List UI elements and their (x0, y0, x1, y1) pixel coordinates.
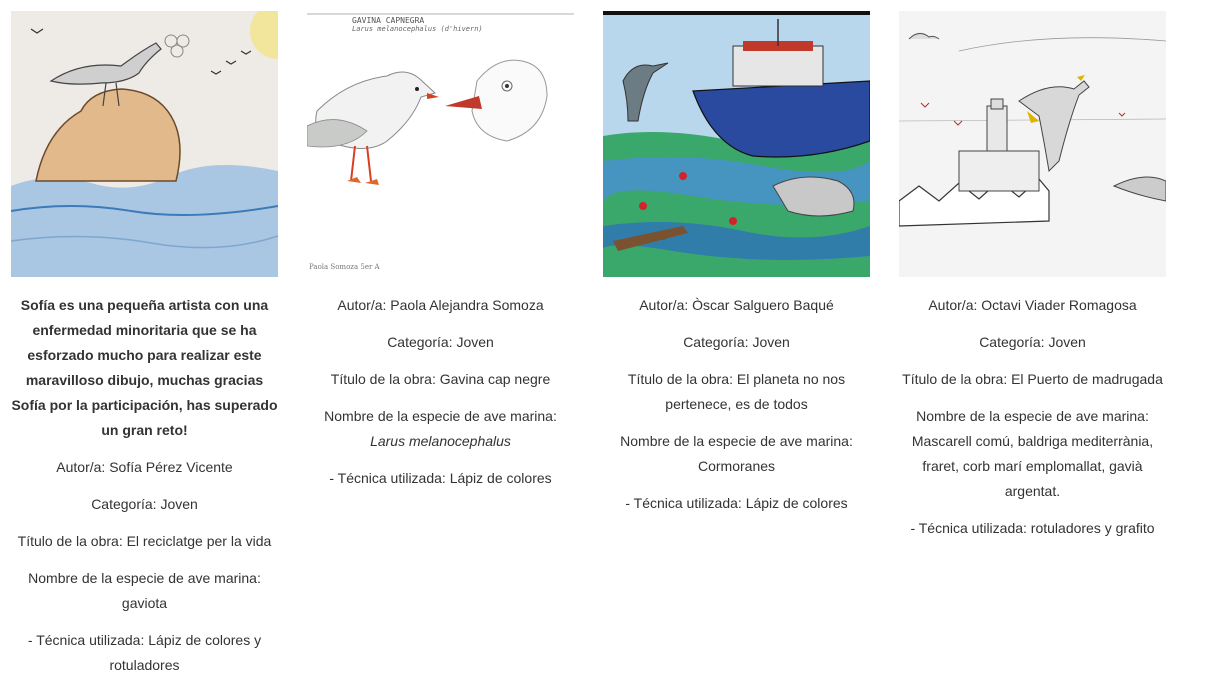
artwork-technique: - Técnica utilizada: rotuladores y grafito (910, 520, 1155, 536)
artwork-species (307, 404, 574, 454)
artwork-title: Título de la obra: Gavina cap negre (330, 371, 551, 387)
species-name: Cormoranes (697, 458, 776, 474)
species-name: Mascarell comú, baldriga mediterrània, fraret, corb marí emplomallat, gavià argentat. (911, 433, 1154, 499)
species-label: Nombre de la especie de ave marina: (620, 433, 853, 449)
artwork-species (899, 404, 1166, 504)
species-label: Nombre de la especie de ave marina: (28, 570, 261, 586)
artwork-card-1 (11, 11, 278, 690)
artwork-title: Título de la obra: El planeta no nos pertenece, es de todos (627, 371, 846, 412)
species-label: Nombre de la especie de ave marina: (916, 408, 1149, 424)
artwork-image-1[interactable] (11, 11, 278, 277)
artwork-card-2 (307, 11, 574, 503)
artwork-intro-text: Sofía es una pequeña artista con una enfermedad minoritaria que se ha esforzado mucho para realizar este maravilloso dibujo, muchas gracias Sofía por la participación, has superado un gran reto! (11, 297, 278, 438)
artwork-technique: - Técnica utilizada: Lápiz de colores y rotuladores (27, 632, 262, 673)
drawing-heading: GAVINA CAPNEGRA (352, 16, 425, 25)
artwork-card-3 (603, 11, 870, 528)
drawing-subheading: Larus melanocephalus (d'hivern) (352, 25, 483, 33)
drawing-signature: Paola Somoza 5er A (309, 263, 380, 271)
artwork-image-2[interactable] (307, 11, 574, 277)
artwork-technique: - Técnica utilizada: Lápiz de colores (329, 470, 552, 486)
artwork-category: Categoría: Joven (91, 496, 198, 512)
artwork-category: Categoría: Joven (387, 334, 494, 350)
artwork-category: Categoría: Joven (979, 334, 1086, 350)
artwork-author: Autor/a: Sofía Pérez Vicente (56, 459, 233, 475)
artwork-author: Autor/a: Octavi Viader Romagosa (928, 297, 1137, 313)
artwork-author: Autor/a: Paola Alejandra Somoza (337, 297, 544, 313)
artwork-image-3[interactable] (603, 11, 870, 277)
artwork-author: Autor/a: Òscar Salguero Baqué (639, 297, 834, 313)
species-name: Larus melanocephalus (370, 433, 511, 449)
species-name: gaviota (121, 595, 168, 611)
artwork-image-4[interactable] (899, 11, 1166, 277)
artwork-technique: - Técnica utilizada: Lápiz de colores (625, 495, 848, 511)
artwork-species (603, 429, 870, 479)
artwork-category: Categoría: Joven (683, 334, 790, 350)
species-label: Nombre de la especie de ave marina: (324, 408, 557, 424)
artwork-title: Título de la obra: El Puerto de madrugada (902, 371, 1163, 387)
artwork-species (11, 566, 278, 616)
artwork-card-4 (899, 11, 1166, 553)
artwork-title: Título de la obra: El reciclatge per la vida (17, 533, 272, 549)
